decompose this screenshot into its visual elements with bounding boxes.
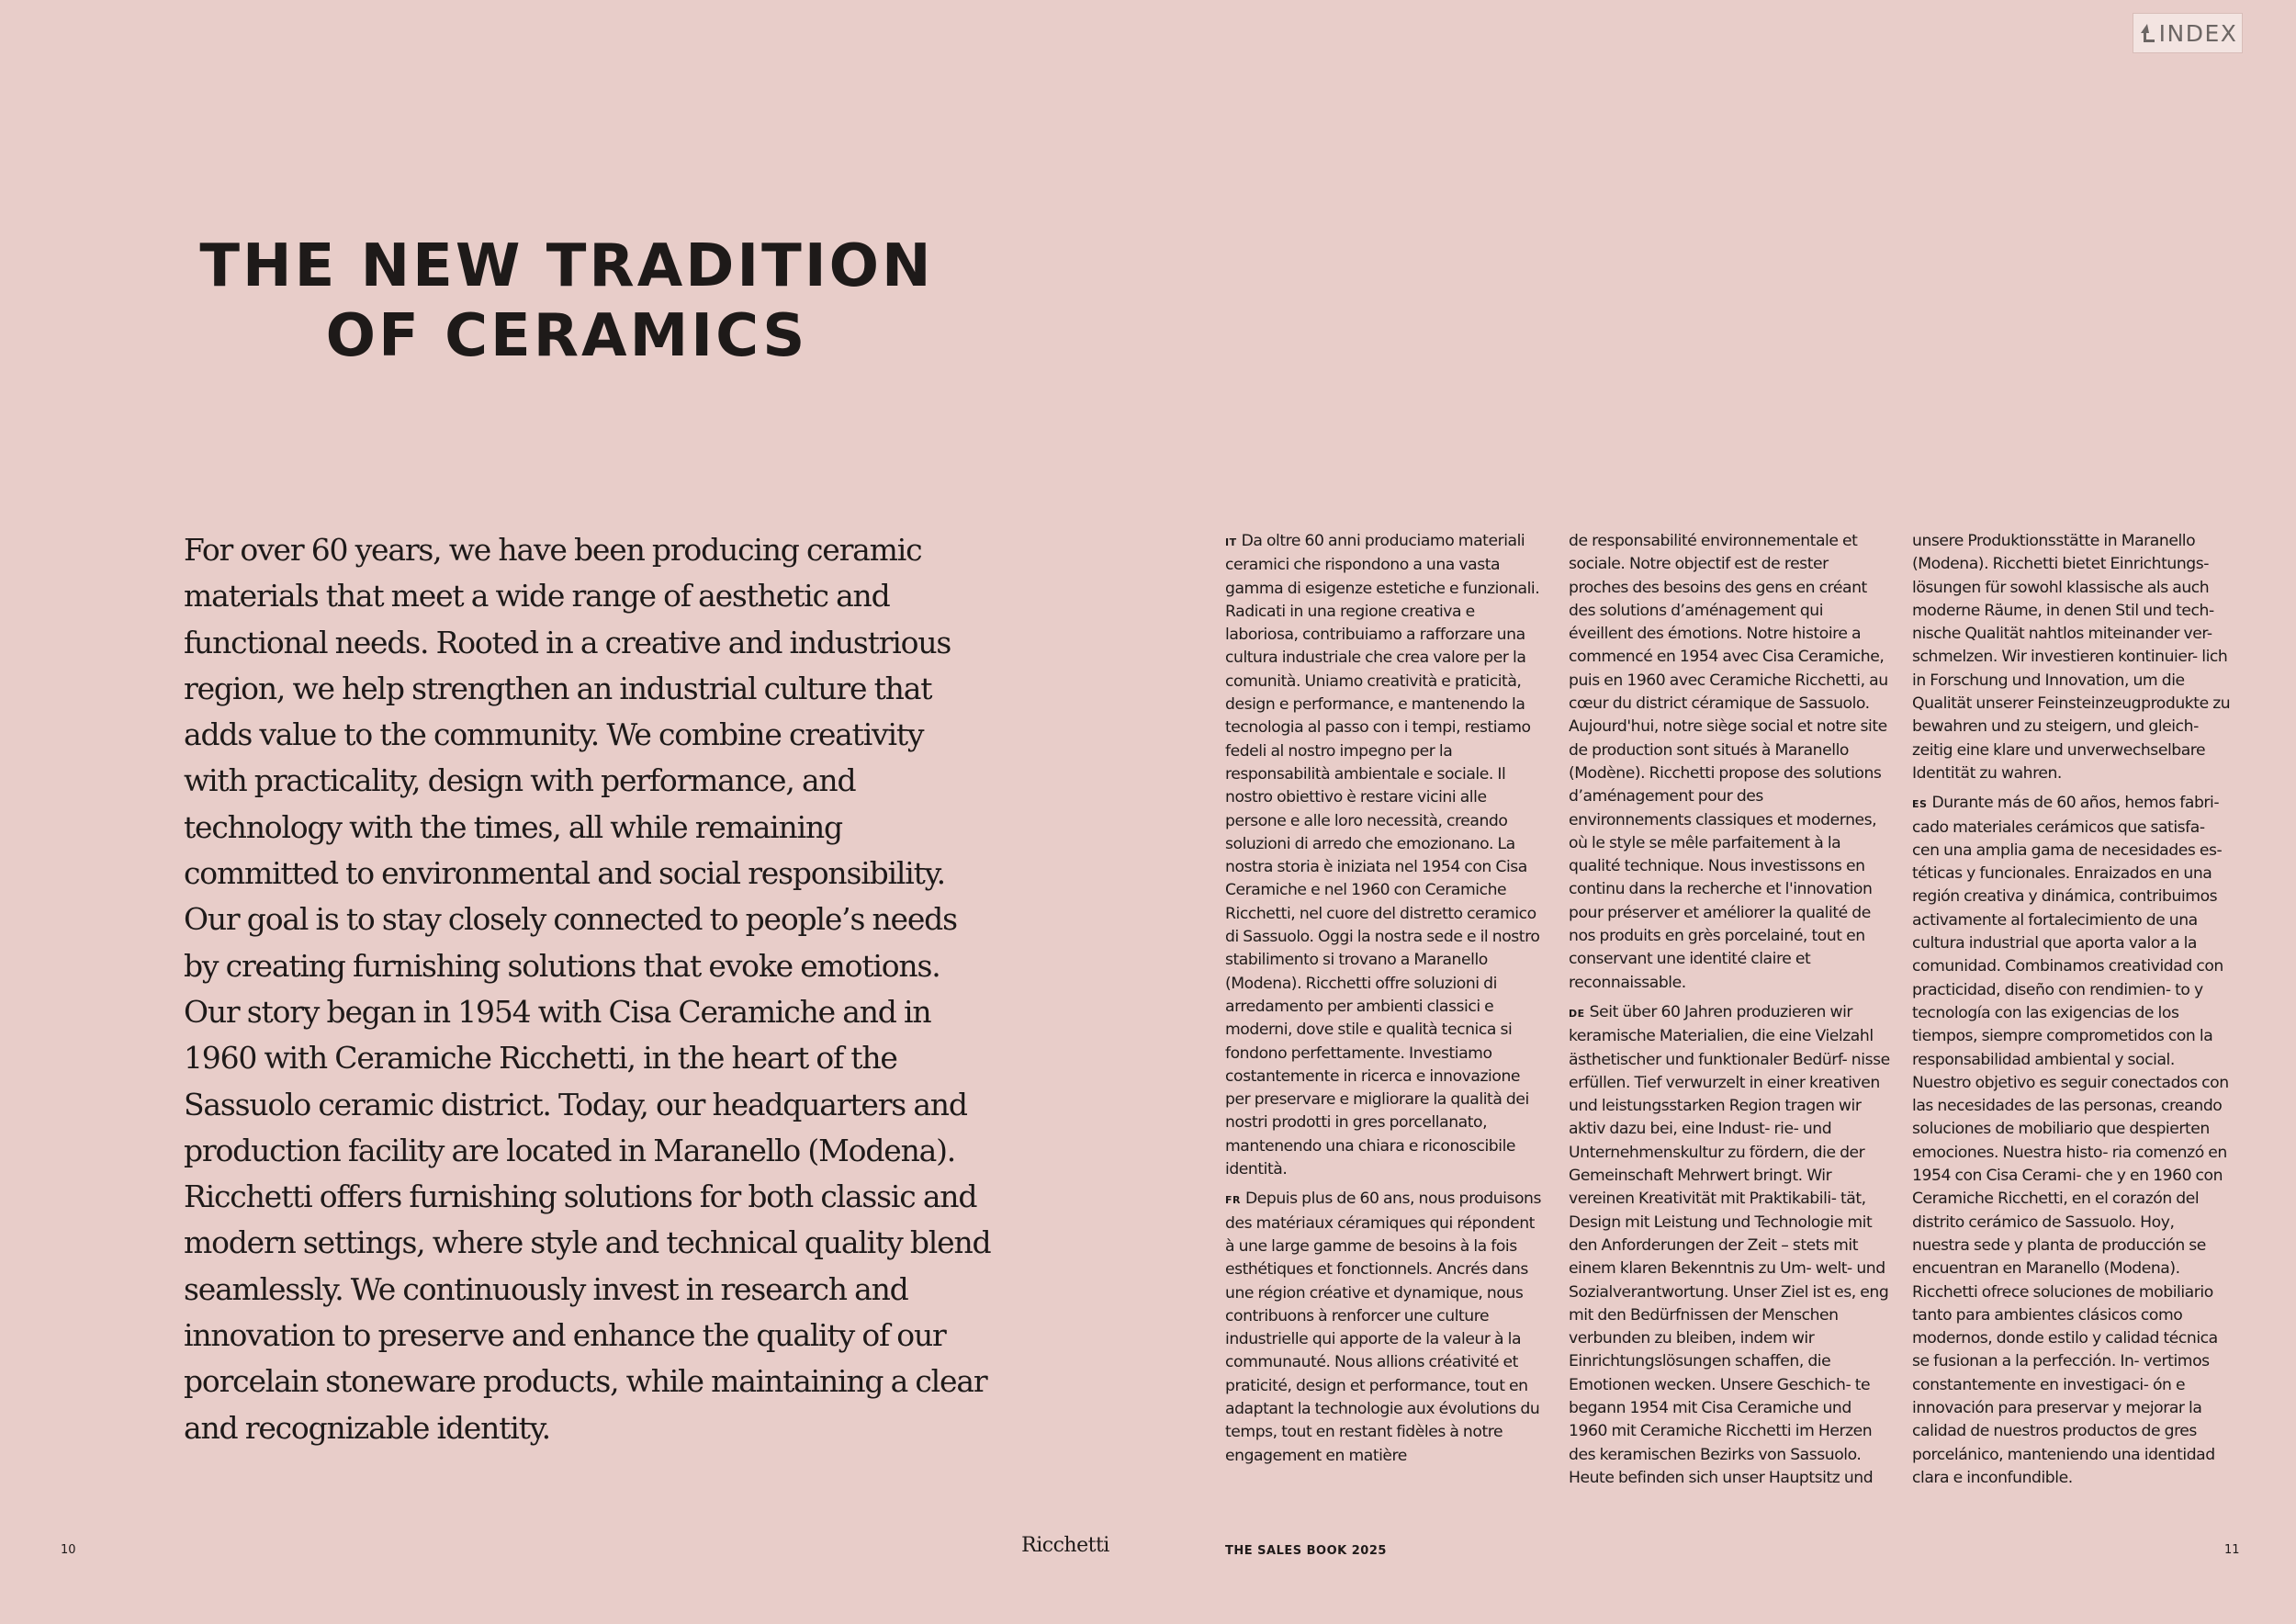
language-code-es: ES [1912,798,1928,811]
french-paragraph [1225,1188,1547,1468]
page-number-left: 10 [61,1543,76,1557]
german-paragraph [1569,1001,1890,1490]
house-arrow-icon [2138,22,2156,44]
page-number-right: 11 [2224,1543,2240,1557]
spanish-paragraph [1912,792,2234,1490]
page-title-line1: THE NEW TRADITION [199,232,934,300]
index-button[interactable] [2133,13,2243,53]
translation-column-1 [1225,530,1547,1474]
german-paragraph-continued: unsere Produktionsstätte in Maranello (Modena). Ricchetti bietet Einrichtungs- lösungen für sowohl klassische als auch moderne Räume, in denen Stil und tech- nische Qualität nahtlos miteinander ver- schmelzen. Wir investieren kontinuier- lich in Forschung und Innovation, um die Qualität unserer Feinsteinzeugprodukte zu bewahren und zu steigern, und gleich- zeitig eine klare und unverwechselbare Identität zu wahren. [1912,532,2231,783]
spanish-text: Durante más de 60 años, hemos fabri- cado materiales cerámicos que satisfa- cen una amplia gama de necesidades es- téticas y funcionales. Enraizados en una región creativa y dinámica, contribuimos activamente al fortalecimiento de una cultura industrial que aporta valor a la comunidad. Combinamos creatividad con practicidad, diseño con rendimien- to y tecnología con las exigencias de los tiempos, siempre comprometidos con la responsabilidad ambiental y social. Nuestro objetivo es seguir conectados con las necesidades de las personas, creando soluciones de mobiliario que despierten emociones. Nuestra histo- ria comenzó en 1954 con Cisa Cerami- che y en 1960 con Ceramiche Ricchetti, en el corazón del distrito cerámico de Sassuolo. Hoy, nuestra sede y planta de producción se encuentran en Maranello (Modena). Ricchetti ofrece soluciones de mobiliario tanto para ambientes clásicos como modernos, donde estilo y calidad técnica se fusionan a la perfección. In- vertimos constantemente en investigaci- ón e innovación para preservar y mejorar la calidad de nuestros productos de gres porcelánico, manteniendo una identidad clara e inconfundible. [1912,794,2229,1487]
french-paragraph-continued: de responsabilité environnementale et sociale. Notre objectif est de rester proches des besoins des gens en créant des solutions d’aménagement qui éveillent des émotions. Notre histoire a commencé en 1954 avec Cisa Ceramiche, puis en 1960 avec Ceramiche Ricchetti, au cœur du district céramique de Sassuolo. Aujourd'hui, notre siège social et notre site de production sont situés à Maranello (Modène). Ricchetti propose des solutions d’aménagement pour des environnements classiques et modernes, où le style se mêle parfaitement à la qualité technique. Nous investissons en continu dans la recherche et l'innovation pour préserver et améliorer la qualité de nos produits en grès porcelainé, tout en conservant une identité claire et reconnaissable. [1569,532,1888,992]
page-title-line2: OF CERAMICS [325,302,808,370]
french-text-part1: Depuis plus de 60 ans, nous produisons des matériaux céramiques qui répondent à une large gamme de besoins à la fois esthétiques et fonctionnels. Ancrés dans une région créative et dynamique, nous contribuons à renforcer une culture industrielle qui apporte de la valeur à la communauté. Nous allions créativité et praticité, design et performance, tout en adaptant la technologie aux évolutions du temps, tout en restant fidèles à notre engagement en matière [1225,1190,1542,1465]
index-button-label: INDEX [2158,19,2238,47]
italian-text: Da oltre 60 anni produciamo materiali ceramici che rispondono a una vasta gamma di esigenze estetiche e funzionali. Radicati in una regione creativa e laboriosa, contribuiamo a rafforzare una cultura industriale che crea valore per la comunità. Uniamo creatività e praticità, design e performance, e mantenendo la tecnologia al passo con i tempi, restiamo fedeli al nostro impegno per la responsabilità ambientale e sociale. Il nostro obiettivo è restare vicini alle persone e alle loro necessità, creando soluzioni di arredo che emozionano. La nostra storia è iniziata nel 1954 con Cisa Ceramiche e nel 1960 con Ceramiche Ricchetti, nel cuore del distretto ceramico di Sassuolo. Oggi la nostra sede e il nostro stabilimento si trovano a Maranello (Modena). Ricchetti offre soluzioni di arredamento per ambienti classici e moderni, dove stile e qualità tecnica si fondono perfettamente. Investiamo costantemente in ricerca e innovazione per preservare e migliorare la qualità dei nostri prodotti in gres porcellanato, mantenendo una chiara e riconoscibile identità. [1225,532,1540,1179]
brand-logo: Ricchetti [1021,1534,1109,1557]
book-title: THE SALES BOOK 2025 [1225,1544,1387,1558]
translation-column-2 [1569,530,1890,1496]
translation-column-3 [1912,530,2234,1496]
lead-paragraph: For over 60 years, we have been producing ceramic materials that meet a wide range of aesthetic and functional needs. Rooted in a creative and industrious region, we help strengthen an industrial culture that adds value to the community. We combine creativity with practicality, design with performance, and technology with the times, all while remaining committed to environmental and social responsibility. Our goal is to stay closely connected to people’s needs by creating furnishing solutions that evoke emotions. Our story began in 1954 with Cisa Ceramiche and in 1960 with Ceramiche Ricchetti, in the heart of the Sassuolo ceramic district. Today, our headquarters and production facility are located in Maranello (Modena). Ricchetti offers furnishing solutions for both classic and modern settings, where style and technical quality blend seamlessly. We continuously invest in research and innovation to preserve and enhance the quality of our porcelain stoneware products, while maintaining a clear and recognizable identity. [184,532,991,1446]
german-text-part1: Seit über 60 Jahren produzieren wir keramische Materialien, die eine Vielzahl ästhetischer und funktionaler Bedürf- nisse erfüllen. Tief verwurzelt in einer kreativen und leistungsstarken Region tragen wir aktiv dazu bei, eine Indust- rie- und Unternehmenskultur zu fördern, die der Gemeinschaft Mehrwert bringt. Wir vereinen Kreativität mit Praktikabili- tät, Design mit Leistung und Technologie mit den Anforderungen der Zeit – stets mit einem klaren Bekenntnis zu Um- welt- und Sozialverantwortung. Unser Ziel ist es, eng mit den Bedürfnissen der Menschen verbunden zu bleiben, indem wir Einrichtungslösungen schaffen, die Emotionen wecken. Unsere Geschich- te begann 1954 mit Cisa Ceramiche und 1960 mit Ceramiche Ricchetti im Herzen des keramischen Bezirks von Sassuolo. Heute befinden sich unser Hauptsitz und [1569,1002,1890,1487]
language-code-fr: FR [1225,1194,1241,1207]
page-title [138,231,996,371]
language-code-de: DE [1569,1007,1585,1020]
italian-paragraph [1225,530,1547,1181]
language-code-it: IT [1225,536,1237,548]
